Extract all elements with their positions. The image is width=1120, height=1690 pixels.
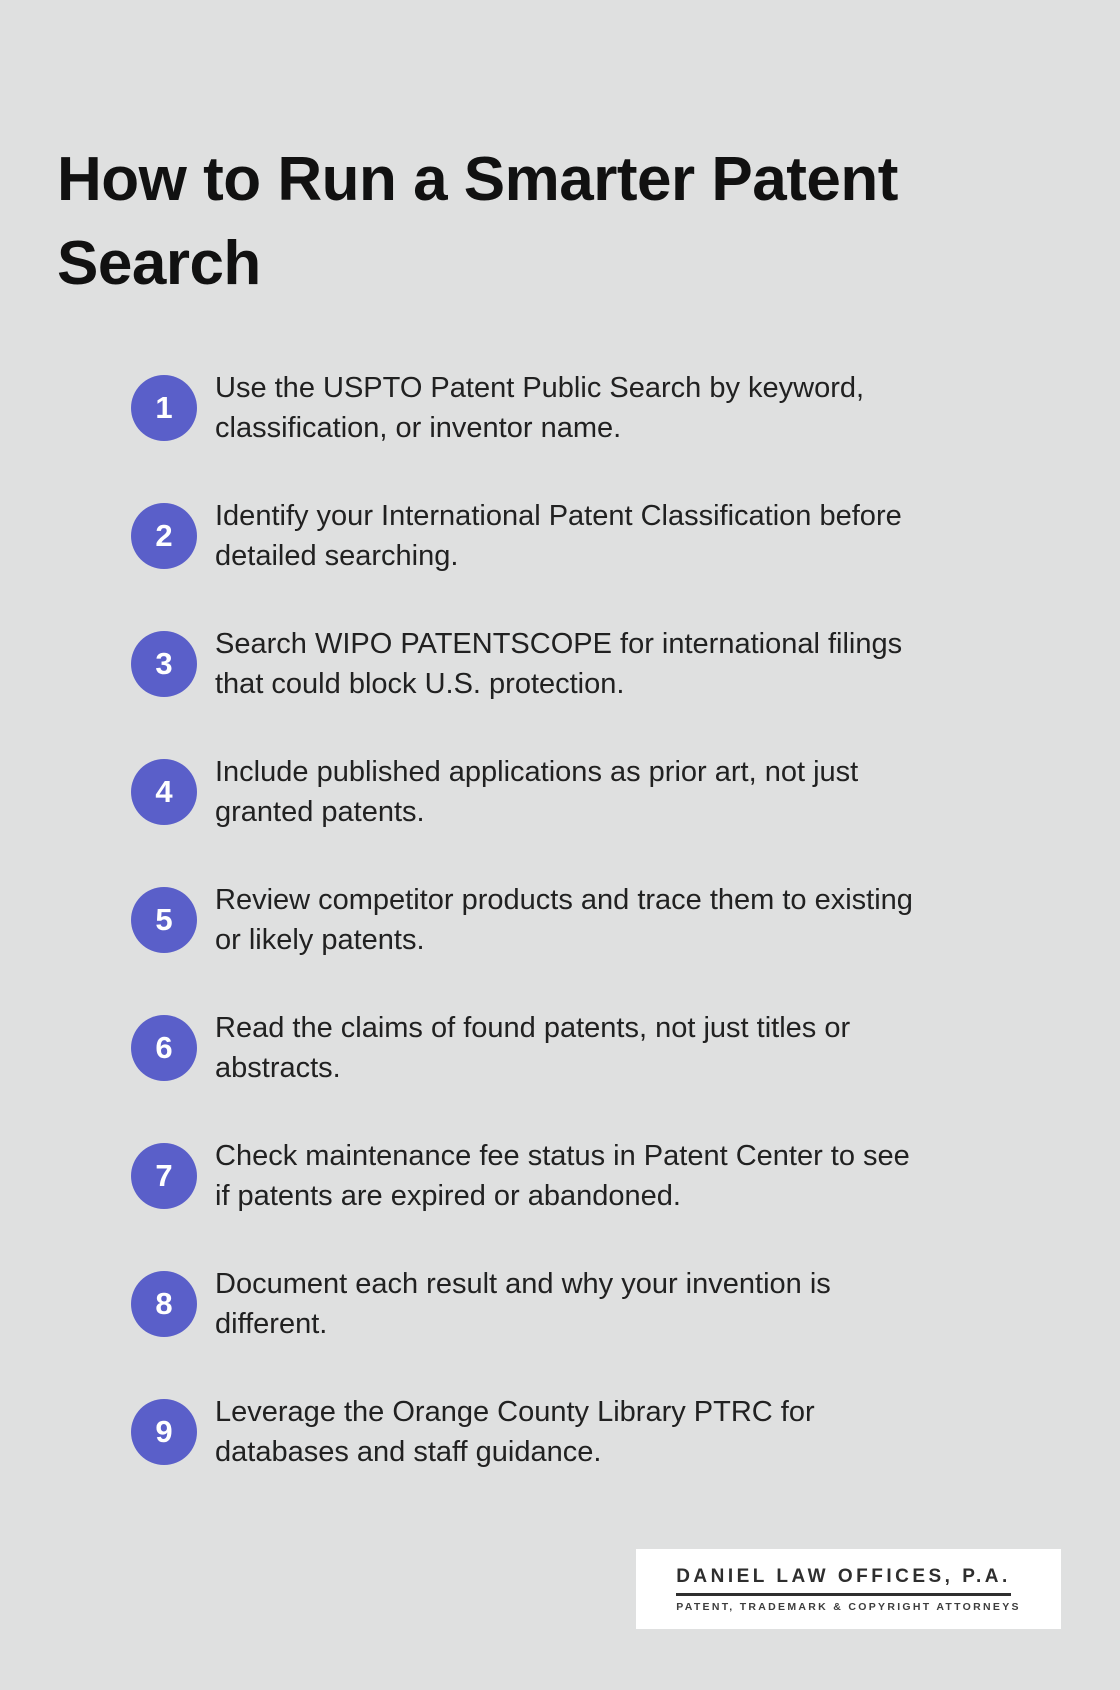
step-text bbox=[215, 880, 913, 960]
law-firm-logo bbox=[636, 1549, 1061, 1629]
step-text-line: different. bbox=[215, 1308, 328, 1340]
list-item bbox=[131, 368, 913, 448]
step-number-badge: 9 bbox=[131, 1399, 197, 1465]
step-number-badge: 5 bbox=[131, 887, 197, 953]
step-text bbox=[215, 1008, 850, 1088]
step-text-line: Include published applications as prior art, not just bbox=[215, 756, 859, 788]
step-text bbox=[215, 752, 858, 832]
list-item bbox=[131, 1008, 913, 1088]
step-text-line: that could block U.S. protection. bbox=[215, 668, 625, 700]
step-text bbox=[215, 1264, 831, 1344]
step-text bbox=[215, 624, 902, 704]
list-item bbox=[131, 496, 913, 576]
step-number-badge: 2 bbox=[131, 503, 197, 569]
step-text-line: Leverage the Orange County Library PTRC for bbox=[215, 1396, 815, 1428]
step-text-line: Search WIPO PATENTSCOPE for international filings bbox=[215, 628, 903, 660]
step-text-line: databases and staff guidance. bbox=[215, 1436, 602, 1468]
step-text-line: granted patents. bbox=[215, 796, 425, 828]
step-text-line: classification, or inventor name. bbox=[215, 412, 622, 444]
step-text-line: Use the USPTO Patent Public Search by keyword, bbox=[215, 372, 865, 404]
step-text-line: Review competitor products and trace them to existing bbox=[215, 884, 913, 916]
step-text-line: Document each result and why your invention is bbox=[215, 1268, 831, 1300]
page-title: How to Run a Smarter Patent Search bbox=[57, 144, 898, 298]
law-firm-logo-inner bbox=[676, 1566, 1021, 1613]
step-text-line: Read the claims of found patents, not just titles or bbox=[215, 1012, 851, 1044]
step-text-line: if patents are expired or abandoned. bbox=[215, 1180, 681, 1212]
step-text bbox=[215, 1392, 815, 1472]
list-item bbox=[131, 752, 913, 832]
step-number-badge: 3 bbox=[131, 631, 197, 697]
law-firm-tagline: PATENT, TRADEMARK & COPYRIGHT ATTORNEYS bbox=[676, 1600, 1021, 1613]
list-item bbox=[131, 624, 913, 704]
step-number-badge: 1 bbox=[131, 375, 197, 441]
law-firm-name: DANIEL LAW OFFICES, P.A. bbox=[676, 1566, 1011, 1596]
step-text-line: Check maintenance fee status in Patent Center to see bbox=[215, 1140, 910, 1172]
step-text bbox=[215, 368, 864, 448]
step-text-line: detailed searching. bbox=[215, 540, 459, 572]
step-text-line: Identify your International Patent Classification before bbox=[215, 500, 902, 532]
step-number-badge: 7 bbox=[131, 1143, 197, 1209]
step-text bbox=[215, 1136, 910, 1216]
list-item bbox=[131, 880, 913, 960]
list-item bbox=[131, 1136, 913, 1216]
step-text bbox=[215, 496, 902, 576]
step-text-line: abstracts. bbox=[215, 1052, 341, 1084]
step-text-line: or likely patents. bbox=[215, 924, 425, 956]
step-number-badge: 8 bbox=[131, 1271, 197, 1337]
step-number-badge: 4 bbox=[131, 759, 197, 825]
steps-list bbox=[131, 368, 913, 1472]
list-item bbox=[131, 1392, 913, 1472]
step-number-badge: 6 bbox=[131, 1015, 197, 1081]
list-item bbox=[131, 1264, 913, 1344]
